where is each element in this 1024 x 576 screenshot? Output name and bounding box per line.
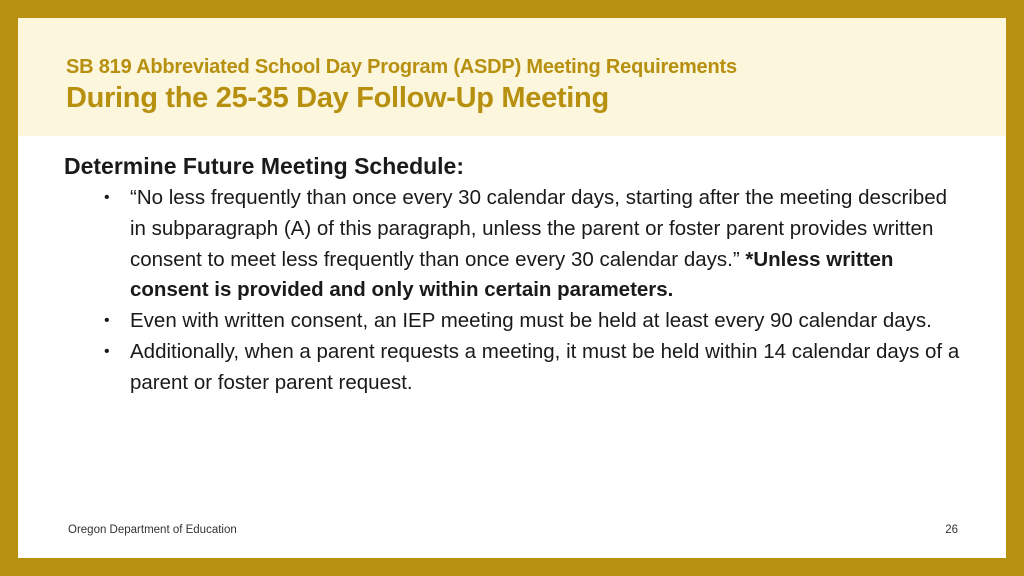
bullet-list	[64, 183, 964, 399]
section-heading: Determine Future Meeting Schedule:	[64, 153, 465, 179]
bullet-item-2	[64, 306, 964, 337]
footer-organization: Oregon Department of Education	[68, 524, 237, 536]
bullet-dot-icon: •	[104, 342, 110, 360]
bullet-dot-icon: •	[104, 189, 110, 206]
bullet-text-2: Even with written consent, an IEP meeting must be held at least every 90 calendar days.	[130, 309, 932, 333]
bullet-emphasis-1: *Unless written consent is provided and only within certain parameters.	[130, 247, 894, 302]
footer-page-number: 26	[945, 524, 958, 536]
slide-subtitle: SB 819 Abbreviated School Day Program (ASDP) Meeting Requirements	[66, 56, 737, 78]
bullet-item-3	[64, 337, 964, 399]
slide	[18, 18, 1006, 558]
slide-content	[64, 151, 964, 399]
bullet-text-1: “No less frequently than once every 30 calendar days, starting after the meeting described in subparagraph (A) of this paragraph, unless the parent or foster parent provides written consent to meet less frequently than once every 30 calendar days.”	[130, 186, 948, 271]
bullet-item-1	[64, 183, 964, 306]
bullet-dot-icon: •	[104, 312, 110, 330]
header-band	[18, 18, 1006, 136]
bullet-text-3: Additionally, when a parent requests a meeting, it must be held within 14 calendar days of a parent or foster parent request.	[130, 339, 960, 394]
slide-title: During the 25-35 Day Follow-Up Meeting	[66, 82, 609, 114]
